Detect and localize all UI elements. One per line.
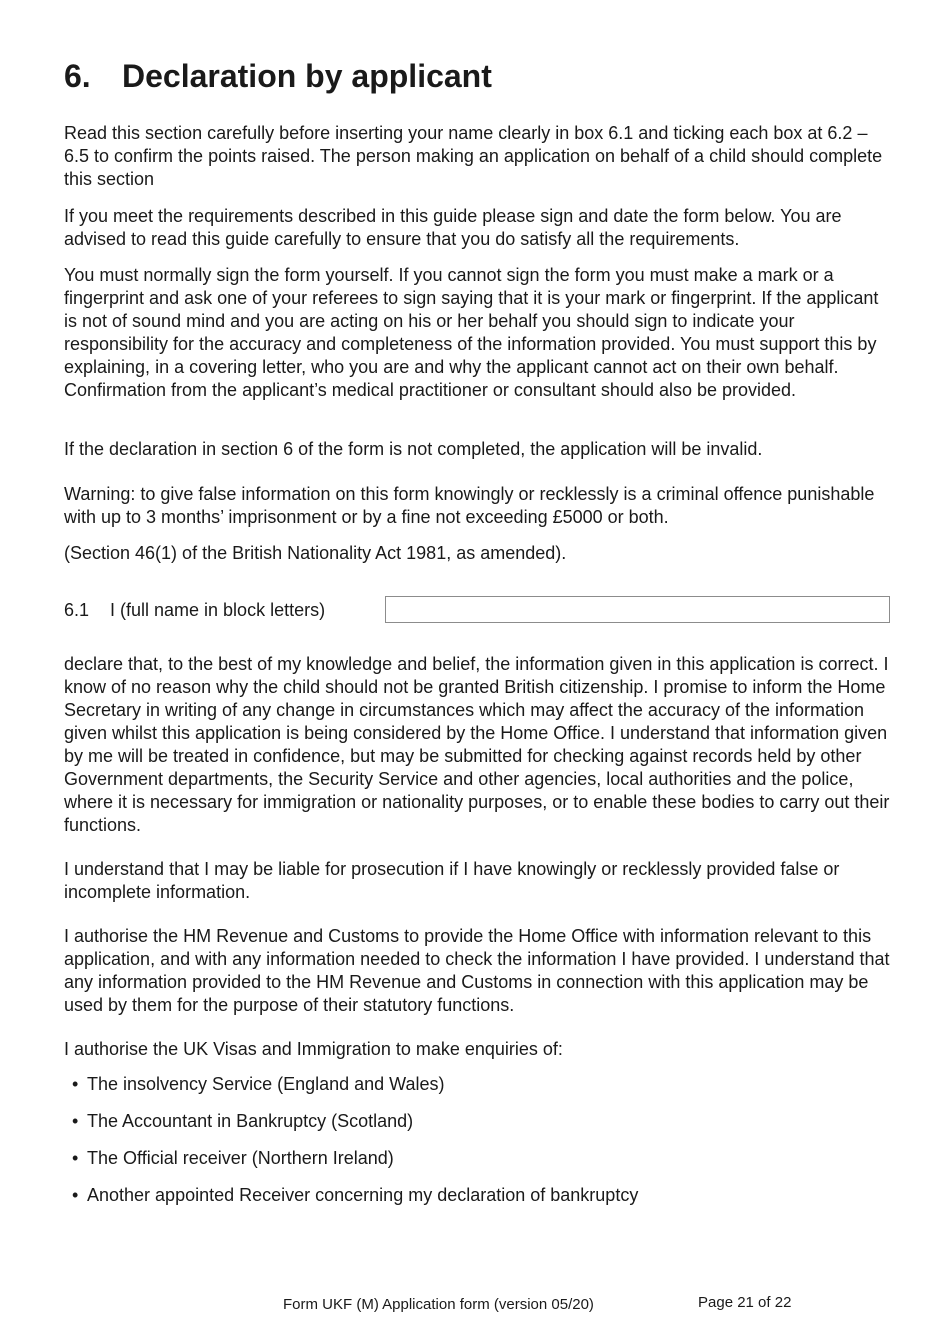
bullet-icon: • — [72, 1074, 79, 1094]
intro-paragraph-instructions: Read this section carefully before inserting your name clearly in box 6.1 and ticking each box at 6.2 – 6.5 to confirm the points raised. The person making an application on behalf of a child should complete this section — [64, 123, 883, 189]
full-name-field-row — [64, 596, 894, 626]
bullet-icon: • — [72, 1185, 79, 1205]
footer-form-name: Form UKF (M) Application form (version 05/20) — [283, 1296, 594, 1313]
legal-reference: (Section 46(1) of the British Nationality Act 1981, as amended). — [64, 543, 567, 563]
section-number: 6. — [64, 58, 91, 94]
warning-paragraph: Warning: to give false information on this form knowingly or recklessly is a criminal offence punishable with up to 3 months’ imprisonment or by a fine not exceeding £5000 or both. — [64, 484, 875, 527]
list-item — [72, 1184, 638, 1207]
full-name-label: I (full name in block letters) — [110, 600, 326, 620]
intro-paragraph-signing: You must normally sign the form yourself. If you cannot sign the form you must make a mark or a fingerprint and ask one of your referees to sign saying that it is your mark or fingerprint. If the applicant is not of sound mind and you are acting on his or her behalf you should sign to indicate your responsibility for the accuracy and completeness of the information provided. You must support this by explaining, in a covering letter, who you are and why the applicant cannot act on their own behalf. Confirmation from the applicant’s medical practitioner or consultant should also be provided. — [64, 265, 879, 400]
ukvi-authorisation-paragraph: I authorise the UK Visas and Immigration to make enquiries of: — [64, 1039, 563, 1059]
bullet-icon: • — [72, 1111, 79, 1131]
enquiry-bodies-list — [72, 1073, 638, 1221]
full-name-input[interactable] — [385, 596, 890, 623]
section-title-text: Declaration by applicant — [122, 58, 492, 94]
footer-page-number: Page 21 of 22 — [698, 1294, 792, 1311]
list-item-text: The Official receiver (Northern Ireland) — [87, 1148, 394, 1168]
field-number: 6.1 — [64, 600, 90, 620]
list-item — [72, 1147, 638, 1170]
prosecution-paragraph: I understand that I may be liable for prosecution if I have knowingly or recklessly provided false or incomplete information. — [64, 859, 840, 902]
intro-paragraph-invalid-notice: If the declaration in section 6 of the form is not completed, the application will be invalid. — [64, 439, 763, 459]
list-item-text: Another appointed Receiver concerning my declaration of bankruptcy — [87, 1185, 639, 1205]
list-item — [72, 1110, 638, 1133]
declaration-paragraph: declare that, to the best of my knowledge and belief, the information given in this application is correct. I know of no reason why the child should not be granted British citizenship. I promise to inform the Home Secretary in writing of any change in circumstances which may affect the accuracy of the information given whilst this application is being considered by the Home Office. I understand that information given by me will be treated in confidence, but may be submitted for checking against records held by other Government departments, the Security Service and other agencies, local authorities and the police, where it is necessary for immigration or nationality purposes, or to enable these bodies to carry out their functions. — [64, 654, 890, 835]
intro-paragraph-requirements: If you meet the requirements described in this guide please sign and date the form below. You are advised to read this guide carefully to ensure that you do satisfy all the requirements. — [64, 206, 842, 249]
list-item-text: The insolvency Service (England and Wales) — [87, 1074, 445, 1094]
bullet-icon: • — [72, 1148, 79, 1168]
section-title — [64, 56, 492, 96]
list-item-text: The Accountant in Bankruptcy (Scotland) — [87, 1111, 414, 1131]
list-item — [72, 1073, 638, 1096]
hmrc-authorisation-paragraph: I authorise the HM Revenue and Customs to provide the Home Office with information relevant to this application, and with any information needed to check the information I have provided. I understand that any information provided to the HM Revenue and Customs in connection with this application may be used by them for the purpose of their statutory functions. — [64, 926, 890, 1015]
